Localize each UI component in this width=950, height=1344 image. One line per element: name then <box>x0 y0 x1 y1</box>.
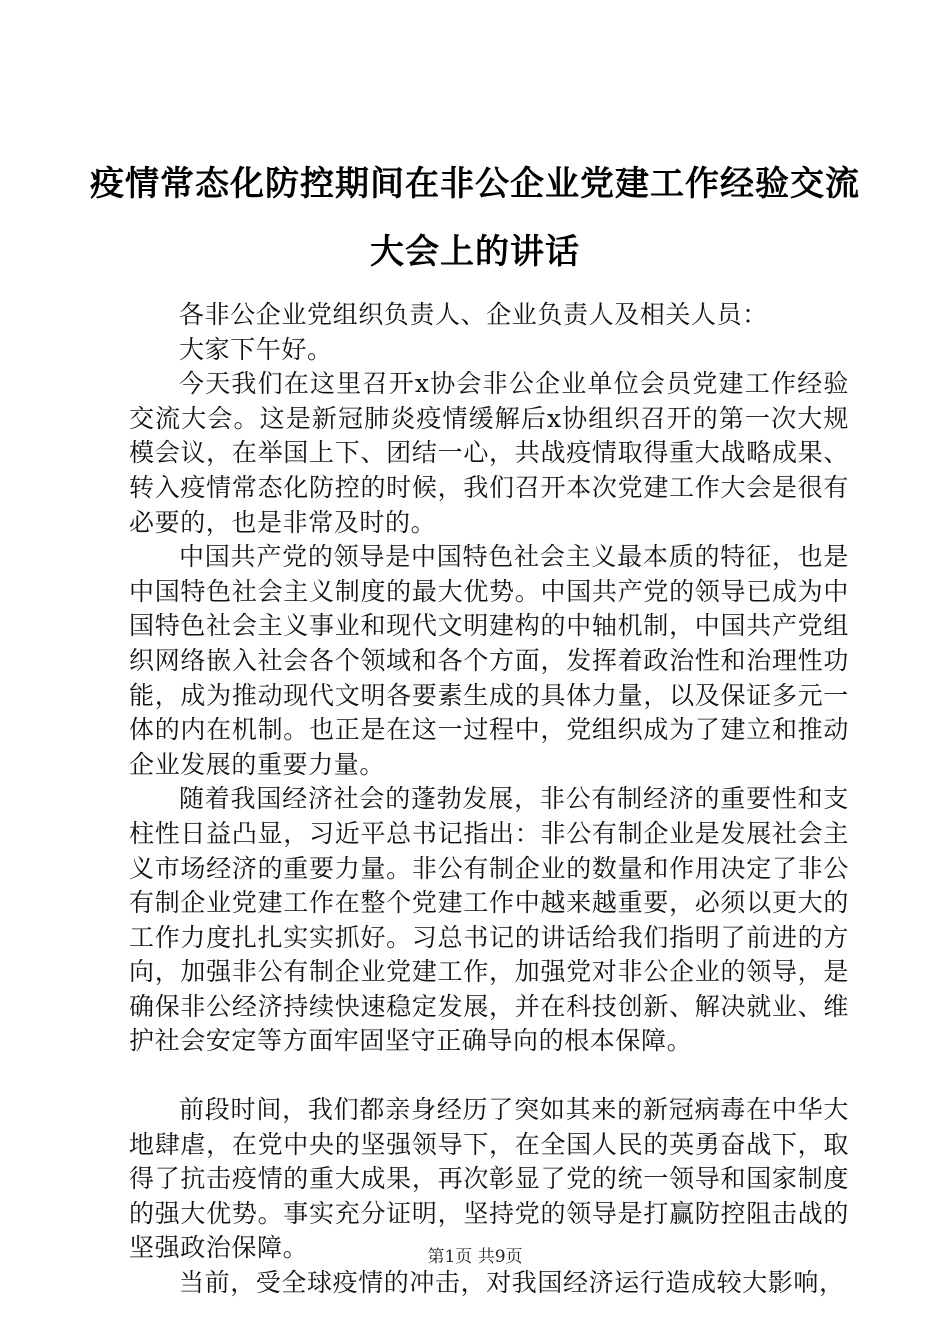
body-paragraph: 随着我国经济社会的蓬勃发展，非公有制经济的重要性和支柱性日益凸显，习近平总书记指出：非公有制企业是发展社会主义市场经济的重要力量。非公有制企业的数量和作用决定了非公有制企业党建工作在整个党建工作中越来越重要，必须以更大的工作力度扎扎实实抓好。习总书记的讲话给我们指明了前进的方向，加强非公有制企业党建工作，加强党对非公企业的领导，是确保非公经济持续快速稳定发展，并在科技创新、解决就业、维护社会安定等方面牢固坚守正确导向的根本保障。 <box>129 784 849 1056</box>
body-paragraph: 今天我们在这里召开x协会非公企业单位会员党建工作经验交流大会。这是新冠肺炎疫情缓解后x协组织召开的第一次大规模会议，在举国上下、团结一心，共战疫情取得重大战略成果、转入疫情常态化防控的时候，我们召开本次党建工作大会是很有必要的，也是非常及时的。 <box>129 369 849 537</box>
body-paragraph: 中国共产党的领导是中国特色社会主义最本质的特征，也是中国特色社会主义制度的最大优势。中国共产党的领导已成为中国特色社会主义事业和现代文明建构的中轴机制，中国共产党组织网络嵌入社会各个领域和各个方面，发挥着政治性和治理性功能，成为推动现代文明各要素生成的具体力量，以及保证多元一体的内在机制。也正是在这一过程中，党组织成为了建立和推动企业发展的重要力量。 <box>129 542 849 779</box>
page-number: 第1页 共9页 <box>427 1247 523 1267</box>
greeting: 大家下午好。 <box>179 334 333 364</box>
salutation: 各非公企业党组织负责人、企业负责人及相关人员： <box>179 300 768 329</box>
document-title: 疫情常态化防控期间在非公企业党建工作经验交流大会上的讲话 <box>90 164 860 272</box>
body-paragraph: 当前，受全球疫情的冲击，对我国经济运行造成较大影响， <box>179 1268 845 1298</box>
body-paragraph: 前段时间，我们都亲身经历了突如其来的新冠病毒在中华大地肆虐，在党中央的坚强领导下，在全国人民的英勇奋战下，取得了抗击疫情的重大成果，再次彰显了党的统一领导和国家制度的强大优势。事实充分证明，坚持党的领导是打赢防控阻击战的坚强政治保障。 <box>129 1095 849 1263</box>
document-body <box>129 298 849 1301</box>
